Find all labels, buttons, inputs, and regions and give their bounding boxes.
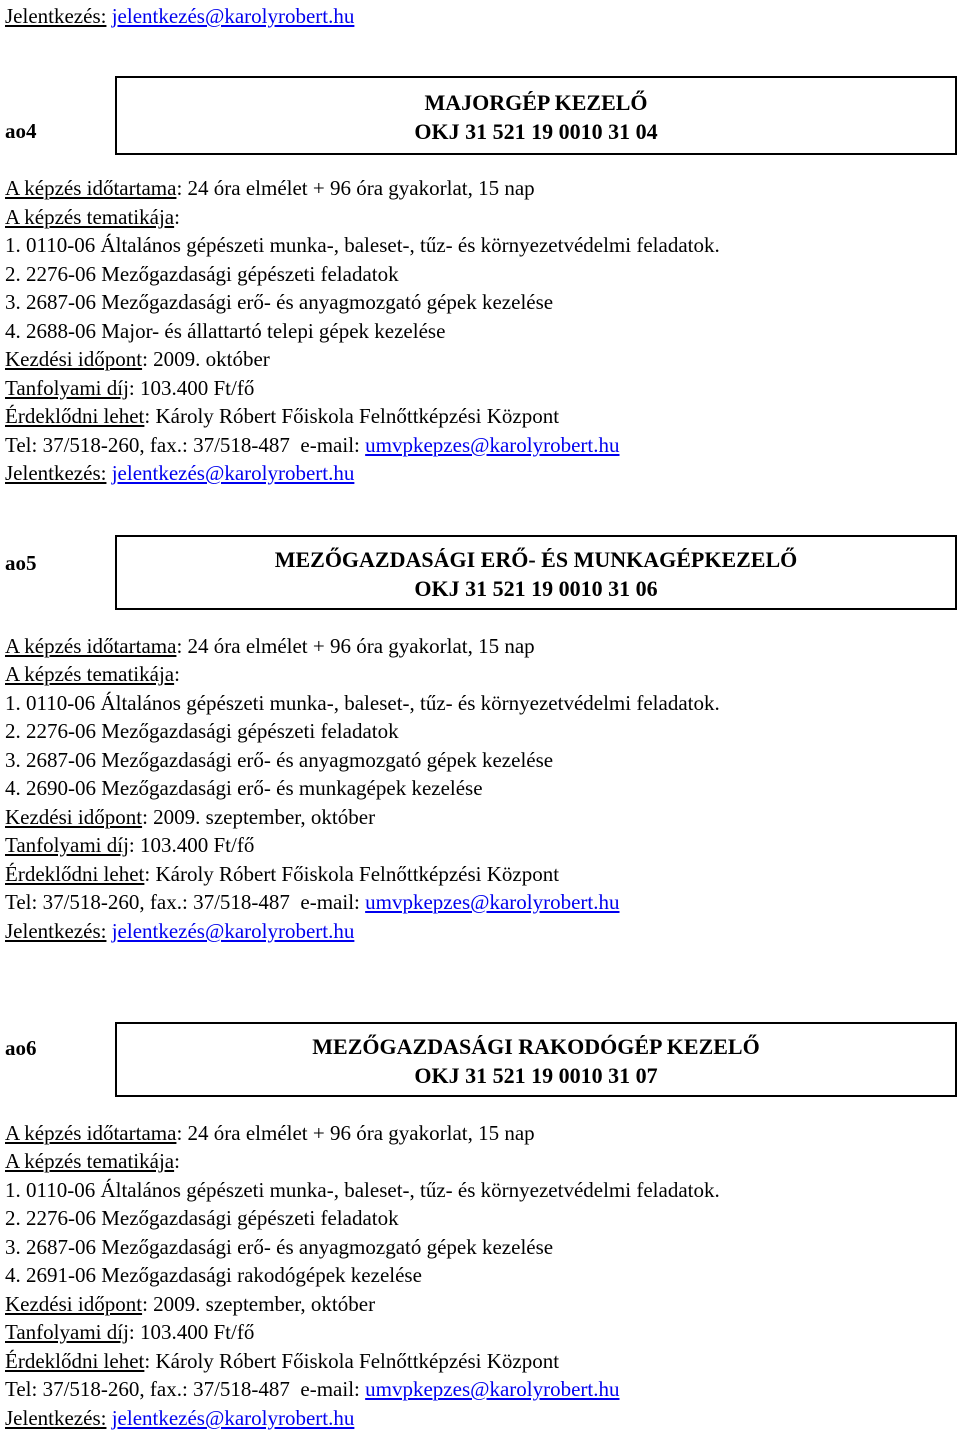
contact-prefix: Tel: 37/518-260, fax.: 37/518-487 e-mail: <box>5 1377 366 1401</box>
course-code: ao4 <box>5 119 37 143</box>
topics-label: A képzés tematikája <box>5 205 175 229</box>
info-label: Érdeklődni lehet <box>5 862 145 886</box>
duration-label: A képzés időtartama <box>5 176 177 200</box>
info-label: Érdeklődni lehet <box>5 1349 145 1373</box>
start-value: : 2009. október <box>142 347 270 371</box>
duration-label: A képzés időtartama <box>5 1121 177 1145</box>
course-title-box <box>115 1022 957 1097</box>
topic-item: 4. 2688-06 Major- és állattartó telepi gépek kezelése <box>5 319 446 343</box>
contact-email-link[interactable]: umvpkepzes@karolyrobert.hu <box>365 1377 620 1401</box>
topics-heading: A képzés tematikája: <box>5 205 180 229</box>
topic-item: 1. 0110-06 Általános gépészeti munka-, baleset-, tűz- és környezetvédelmi feladatok. <box>5 1178 720 1202</box>
signup-email-link[interactable]: jelentkezés@karolyrobert.hu <box>111 461 355 485</box>
start-label: Kezdési időpont <box>5 347 143 371</box>
start-value: : 2009. szeptember, október <box>142 1292 376 1316</box>
info-value: : Károly Róbert Főiskola Felnőttképzési Központ <box>144 862 560 886</box>
course-title-box <box>115 76 957 155</box>
signup-email-link[interactable]: jelentkezés@karolyrobert.hu <box>111 919 355 943</box>
signup-email-link[interactable]: jelentkezés@karolyrobert.hu <box>111 4 355 28</box>
contact-line <box>5 1376 620 1402</box>
topic-item: 3. 2687-06 Mezőgazdasági erő- és anyagmozgató gépek kezelése <box>5 1235 554 1259</box>
fee-line <box>5 1319 254 1345</box>
contact-line <box>5 432 620 458</box>
duration-line <box>5 1120 535 1146</box>
start-date-line <box>5 804 375 830</box>
topics-heading: A képzés tematikája: <box>5 1149 180 1173</box>
duration-label: A képzés időtartama <box>5 634 177 658</box>
duration-value: : 24 óra elmélet + 96 óra gyakorlat, 15 nap <box>176 634 535 658</box>
signup-label: Jelentkezés: <box>5 919 107 943</box>
start-date-line <box>5 346 270 372</box>
okj-code: OKJ 31 521 19 0010 31 04 <box>414 119 658 144</box>
top-signup-line <box>5 3 354 29</box>
contact-email-link[interactable]: umvpkepzes@karolyrobert.hu <box>365 433 620 457</box>
topic-item: 2. 2276-06 Mezőgazdasági gépészeti feladatok <box>5 719 399 743</box>
course-code: ao6 <box>5 1036 37 1060</box>
course-title: MAJORGÉP KEZELŐ <box>424 90 648 115</box>
topic-item: 1. 0110-06 Általános gépészeti munka-, baleset-, tűz- és környezetvédelmi feladatok. <box>5 233 720 257</box>
topic-item: 2. 2276-06 Mezőgazdasági gépészeti feladatok <box>5 1206 399 1230</box>
course-title: MEZŐGAZDASÁGI ERŐ- ÉS MUNKAGÉPKEZELŐ <box>274 547 798 572</box>
topic-item: 4. 2691-06 Mezőgazdasági rakodógépek kezelése <box>5 1263 422 1287</box>
topic-item: 3. 2687-06 Mezőgazdasági erő- és anyagmozgató gépek kezelése <box>5 290 554 314</box>
signup-line <box>5 918 354 944</box>
info-value: : Károly Róbert Főiskola Felnőttképzési Központ <box>144 1349 560 1373</box>
duration-line <box>5 633 535 659</box>
course-title: MEZŐGAZDASÁGI RAKODÓGÉP KEZELŐ <box>312 1034 760 1059</box>
duration-value: : 24 óra elmélet + 96 óra gyakorlat, 15 nap <box>176 176 535 200</box>
signup-label: Jelentkezés: <box>5 1406 107 1430</box>
topic-item: 3. 2687-06 Mezőgazdasági erő- és anyagmozgató gépek kezelése <box>5 748 554 772</box>
fee-value: : 103.400 Ft/fő <box>128 833 255 857</box>
contact-prefix: Tel: 37/518-260, fax.: 37/518-487 e-mail: <box>5 890 366 914</box>
duration-line <box>5 175 535 201</box>
fee-line <box>5 375 254 401</box>
signup-email-link[interactable]: jelentkezés@karolyrobert.hu <box>111 1406 355 1430</box>
start-label: Kezdési időpont <box>5 805 143 829</box>
fee-label: Tanfolyami díj <box>5 376 129 400</box>
fee-label: Tanfolyami díj <box>5 1320 129 1344</box>
signup-label: Jelentkezés: <box>5 461 107 485</box>
info-line <box>5 861 559 887</box>
info-line <box>5 403 559 429</box>
fee-value: : 103.400 Ft/fő <box>128 1320 255 1344</box>
topic-item: 4. 2690-06 Mezőgazdasági erő- és munkagépek kezelése <box>5 776 483 800</box>
duration-value: : 24 óra elmélet + 96 óra gyakorlat, 15 nap <box>176 1121 535 1145</box>
contact-email-link[interactable]: umvpkepzes@karolyrobert.hu <box>365 890 620 914</box>
info-line <box>5 1348 559 1374</box>
topics-label: A képzés tematikája <box>5 1149 175 1173</box>
start-label: Kezdési időpont <box>5 1292 143 1316</box>
signup-line <box>5 460 354 486</box>
contact-prefix: Tel: 37/518-260, fax.: 37/518-487 e-mail: <box>5 433 366 457</box>
signup-label: Jelentkezés: <box>5 4 107 28</box>
okj-code: OKJ 31 521 19 0010 31 06 <box>414 576 658 601</box>
topic-item: 1. 0110-06 Általános gépészeti munka-, baleset-, tűz- és környezetvédelmi feladatok. <box>5 691 720 715</box>
start-date-line <box>5 1291 375 1317</box>
topics-heading: A képzés tematikája: <box>5 662 180 686</box>
topic-item: 2. 2276-06 Mezőgazdasági gépészeti feladatok <box>5 262 399 286</box>
start-value: : 2009. szeptember, október <box>142 805 376 829</box>
course-title-box <box>115 535 957 610</box>
course-code: ao5 <box>5 551 37 575</box>
fee-label: Tanfolyami díj <box>5 833 129 857</box>
okj-code: OKJ 31 521 19 0010 31 07 <box>414 1063 658 1088</box>
info-value: : Károly Róbert Főiskola Felnőttképzési Központ <box>144 404 560 428</box>
fee-line <box>5 832 254 858</box>
signup-line <box>5 1405 354 1431</box>
contact-line <box>5 889 620 915</box>
topics-label: A képzés tematikája <box>5 662 175 686</box>
fee-value: : 103.400 Ft/fő <box>128 376 255 400</box>
info-label: Érdeklődni lehet <box>5 404 145 428</box>
